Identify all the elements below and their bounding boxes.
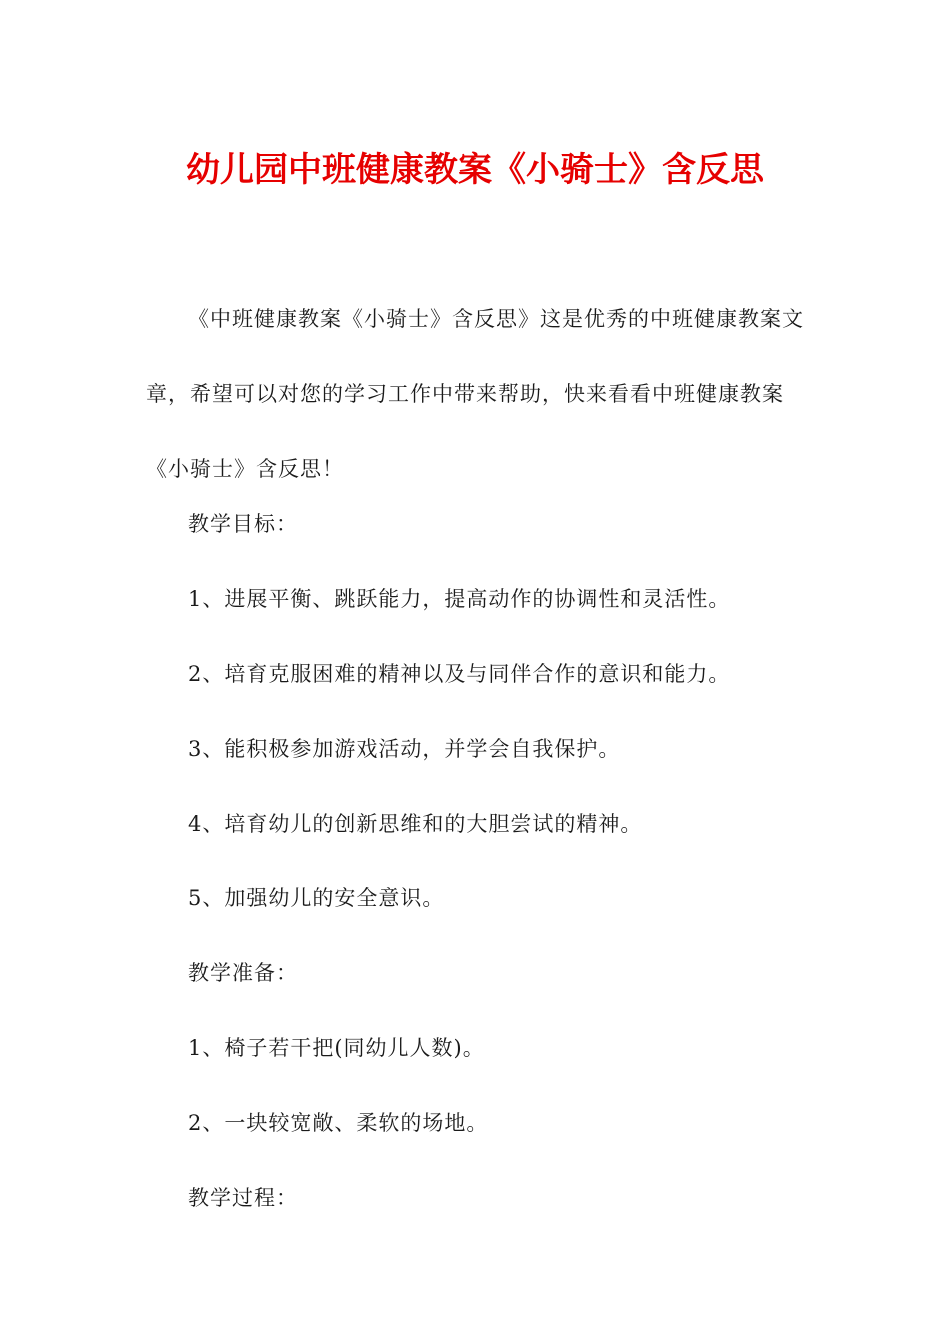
document-title: 幼儿园中班健康教案《小骑士》含反思: [186, 150, 764, 190]
section-heading-preparation: 教学准备：: [188, 961, 298, 985]
objective-item-2: 2、培育克服困难的精神以及与同伴合作的意识和能力。: [188, 662, 731, 686]
preparation-item-1: 1、椅子若干把(同幼儿人数)。: [188, 1036, 485, 1060]
preparation-item-2: 2、一块较宽敞、柔软的场地。: [188, 1111, 489, 1135]
objective-item-1: 1、进展平衡、跳跃能力，提高动作的协调性和灵活性。: [188, 587, 731, 611]
objective-item-4: 4、培育幼儿的创新思维和的大胆尝试的精神。: [188, 812, 643, 836]
intro-paragraph: 《中班健康教案《小骑士》含反思》这是优秀的中班健康教案文章，希望可以对您的学习工作中带来帮助，快来看看中班健康教案《小骑士》含反思！: [146, 307, 804, 481]
section-heading-process: 教学过程：: [188, 1186, 298, 1210]
section-heading-objectives: 教学目标：: [188, 512, 298, 536]
objective-item-5: 5、加强幼儿的安全意识。: [188, 886, 445, 910]
objective-item-3: 3、能积极参加游戏活动，并学会自我保护。: [188, 737, 621, 761]
